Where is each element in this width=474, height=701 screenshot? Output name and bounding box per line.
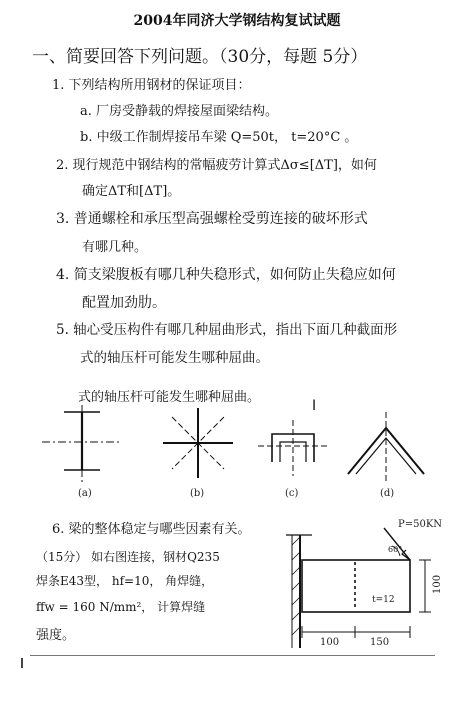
- question-6-line2: （15分） 如右图连接，钢材Q235: [36, 550, 220, 564]
- question-1a: a. 厂房受静载的焊接屋面梁结构。: [80, 104, 279, 119]
- force-label: P=50KN: [398, 519, 443, 530]
- page-title: 2004年同济大学钢结构复试试题: [133, 13, 341, 29]
- question-6-line3: 焊条E43型， hf=10， 角焊缝，: [36, 574, 214, 588]
- dim-100-horizontal: 100: [320, 637, 340, 648]
- bottom-rule: [30, 655, 435, 656]
- question-6-line1: 6. 梁的整体稳定与哪些因素有关。: [52, 522, 251, 537]
- question-3-line2: 有哪几种。: [82, 240, 148, 255]
- question-3-line1: 3. 普通螺栓和承压型高强螺栓受剪连接的破坏形式: [56, 211, 368, 227]
- thickness-label: t=12: [372, 595, 395, 605]
- question-1b: b. 中级工作制焊接吊车梁 Q=50t， t=20°C 。: [80, 130, 358, 145]
- question-5-line3: 式的轴压杆可能发生哪种屈曲。: [78, 390, 261, 405]
- question-2-line1: 2. 现行规范中钢结构的常幅疲劳计算式Δσ≤[ΔT]，如何: [56, 158, 377, 173]
- edge-mark: [21, 658, 23, 668]
- question-1-intro: 1. 下列结构所用钢材的保证项目：: [52, 78, 251, 93]
- question-6-line4: ffw = 160 N/mm²， 计算焊缝: [36, 600, 206, 614]
- label-a: (a): [78, 488, 92, 499]
- question-4-line2: 配置加劲肋。: [82, 295, 166, 311]
- section-heading: 一、简要回答下列问题。（30分，每题 5分）: [32, 47, 368, 67]
- label-c: (c): [285, 488, 299, 499]
- question-6-line5: 强度。: [36, 628, 76, 643]
- label-b: (b): [190, 488, 205, 499]
- label-d: (d): [380, 488, 395, 499]
- dim-100-vertical: 100: [432, 574, 443, 594]
- text-cursor-icon: I: [312, 398, 317, 414]
- question-4-line1: 4. 简支梁腹板有哪几种失稳形式，如何防止失稳应如何: [56, 267, 396, 283]
- angle-label: 60°: [388, 545, 403, 554]
- dim-150-horizontal: 150: [370, 637, 390, 648]
- question-5-line2: 式的轴压杆可能发生哪种屈曲。: [80, 350, 269, 366]
- question-2-line2: 确定ΔT和[ΔT]。: [82, 184, 181, 199]
- question-5-line1: 5. 轴心受压构件有哪几种屈曲形式，指出下面几种截面形: [56, 322, 398, 338]
